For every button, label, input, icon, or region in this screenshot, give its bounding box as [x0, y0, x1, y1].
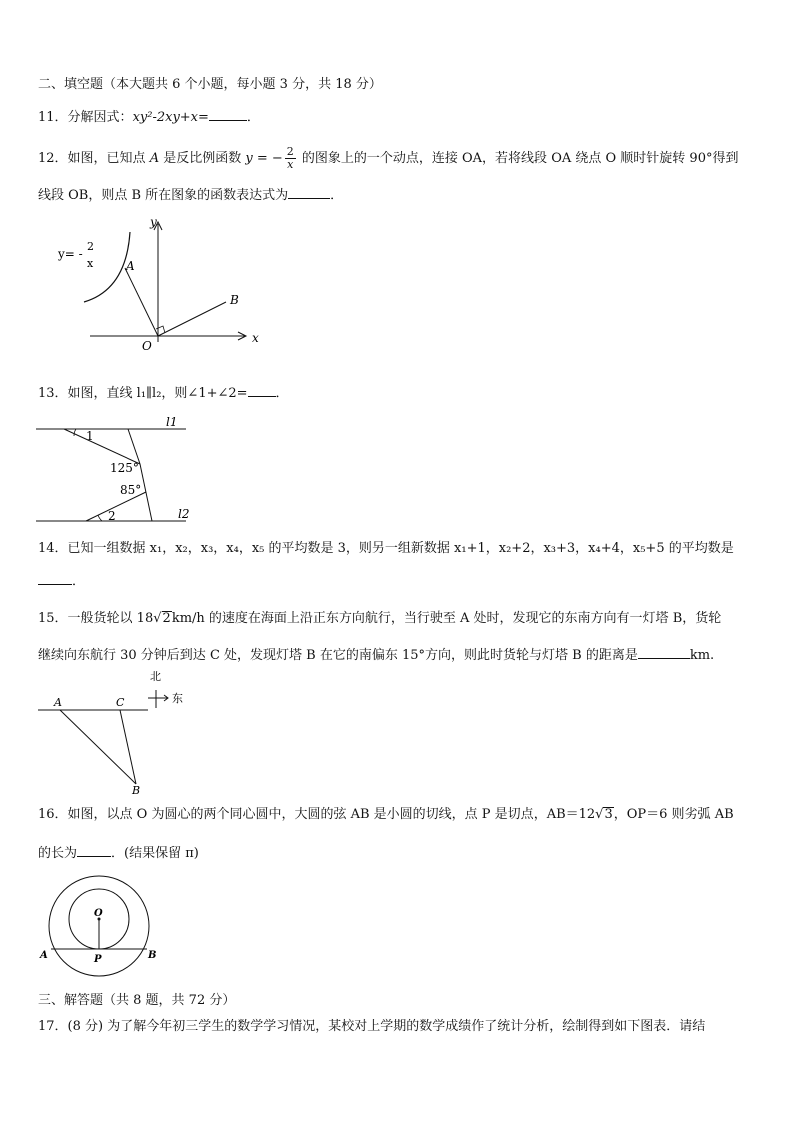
q15-text: 继续向东航行 30 分钟后到达 C 处，发现灯塔 B 在它的南偏东 15°方向，则此时货轮与灯塔 B 的距离是 [38, 648, 638, 663]
q12-function: y = − [245, 151, 283, 166]
question-15-line1: 15．一般货轮以 18√2km/h 的速度在海面上沿正东方向航行，当行驶至 A 处时，发现它的东南方向有一灯塔 B，货轮 [38, 611, 722, 626]
label-l2: l2 [178, 507, 190, 521]
q12-end: ． [330, 188, 344, 203]
q14-text: 已知一组数据 x₁，x₂，x₃，x₄，x₅ 的平均数是 3，则另一组新数据 x₁+1，x₂+2，x₃+3，x₄+4，x₅+5 的平均数是 [67, 541, 734, 556]
q13-text: 如图，直线 l₁∥l₂，则∠1+∠2= [67, 386, 248, 401]
label-b: B [132, 784, 141, 796]
q11-text: 分解因式： [67, 110, 133, 125]
q16-answer-blank[interactable] [77, 844, 111, 857]
segment-ob [158, 302, 226, 336]
question-16-line1: 16．如图，以点 O 为圆心的两个同心圆中，大圆的弦 AB 是小圆的切线，点 P 是切点，AB＝12√3，OP＝6 则劣弧 AB [38, 807, 734, 822]
q12-text: 是反比例函数 [159, 151, 246, 166]
q13-end: ． [275, 386, 289, 401]
question-14-line1 [38, 540, 734, 558]
question-17: 17．(8 分) 为了解今年初三学生的数学学习情况，某校对上学期的数学成绩作了统计分析，绘制得到如下图表．请结 [38, 1019, 706, 1034]
q15-number: 15． [38, 611, 68, 626]
transversal-2 [128, 429, 140, 464]
label-a: A [54, 696, 62, 709]
q11-equals: = [198, 110, 209, 125]
q14-answer-blank[interactable] [38, 572, 72, 585]
function-numerator: 2 [87, 240, 94, 253]
q12-number: 12． [38, 151, 68, 166]
label-p: P [94, 954, 102, 965]
q13-number: 13． [38, 386, 68, 401]
label-b: B [148, 950, 157, 961]
q15-text: km/h 的速度在海面上沿正东方向航行，当行驶至 A 处时，发现它的东南方向有一灯塔 B，货轮 [171, 611, 722, 626]
section-heading-fill-in: 二、填空题（本大题共 6 个小题，每小题 3 分，共 18 分） [38, 77, 382, 92]
label-a: A [126, 259, 135, 273]
q13-answer-blank[interactable] [248, 384, 276, 397]
question-12-line2 [38, 186, 343, 205]
q11-expression: xy²-2xy+x [132, 110, 199, 125]
q12-text: 的图象上的一个动点，连接 OA，若将线段 OA 绕点 O 顺时针旋转 90°得到 [297, 151, 739, 166]
label-angle-2: 2 [108, 509, 116, 523]
q12-fraction: $\frac{2}{x}$ [286, 145, 294, 171]
q12-text: 如图，已知点 [67, 151, 150, 166]
line-ab [60, 710, 136, 784]
q12-answer-blank[interactable] [288, 186, 330, 199]
q15-answer-blank[interactable] [638, 646, 690, 659]
label-85: 85° [120, 483, 142, 497]
q16-text: ，OP＝6 则劣弧 AB [613, 807, 734, 822]
q15-sqrt: 2 [162, 611, 171, 626]
label-a: A [40, 950, 48, 961]
question-14-line2 [38, 572, 85, 591]
label-b: B [230, 293, 239, 307]
question-11 [38, 108, 260, 127]
label-east: 东 [172, 692, 183, 705]
q12-figure [50, 212, 270, 357]
q11-end: ． [246, 110, 260, 125]
q16-end: ．(结果保留 π) [111, 846, 199, 861]
q13-figure [36, 414, 196, 526]
question-16-line2 [38, 844, 199, 863]
q11-number: 11． [38, 110, 68, 125]
label-y: y [150, 215, 157, 229]
right-angle-mark [156, 326, 165, 333]
transversal-1 [64, 429, 140, 464]
q15-figure [36, 666, 196, 796]
q15-text: 一般货轮以 18 [67, 611, 154, 626]
q15-unit: km. [689, 648, 715, 663]
label-o: O [142, 339, 152, 353]
question-12-line1 [38, 146, 738, 171]
q16-text: 的长为 [38, 846, 78, 861]
line-cb [120, 710, 136, 784]
q12-point-a: A [149, 151, 160, 166]
angle-1-arc [74, 429, 76, 436]
label-angle-1: 1 [86, 429, 94, 443]
label-x: x [252, 331, 259, 345]
label-north: 北 [150, 670, 161, 683]
q16-text: 如图，以点 O 为圆心的两个同心圆中，大圆的弦 AB 是小圆的切线，点 P 是切点，AB＝12 [67, 807, 596, 822]
q16-number: 16． [38, 807, 68, 822]
q14-end: ． [72, 574, 86, 589]
function-label: y= - [58, 247, 83, 261]
label-125: 125° [110, 461, 139, 475]
label-c: C [116, 696, 125, 709]
q16-figure [36, 874, 166, 984]
question-13 [38, 384, 289, 403]
q14-number: 14． [38, 541, 68, 556]
label-o: O [94, 908, 103, 919]
function-denominator: x [87, 257, 94, 270]
section-heading-solutions: 三、解答题（共 8 题，共 72 分） [38, 993, 236, 1008]
q12-text: 线段 OB，则点 B 所在图象的函数表达式为 [38, 188, 289, 203]
question-15-line2 [38, 646, 714, 665]
angle-2-arc [98, 515, 102, 521]
q11-answer-blank[interactable] [209, 108, 247, 121]
label-l1: l1 [166, 415, 178, 429]
q16-sqrt: 3 [604, 807, 613, 822]
segment-oa [125, 268, 158, 336]
